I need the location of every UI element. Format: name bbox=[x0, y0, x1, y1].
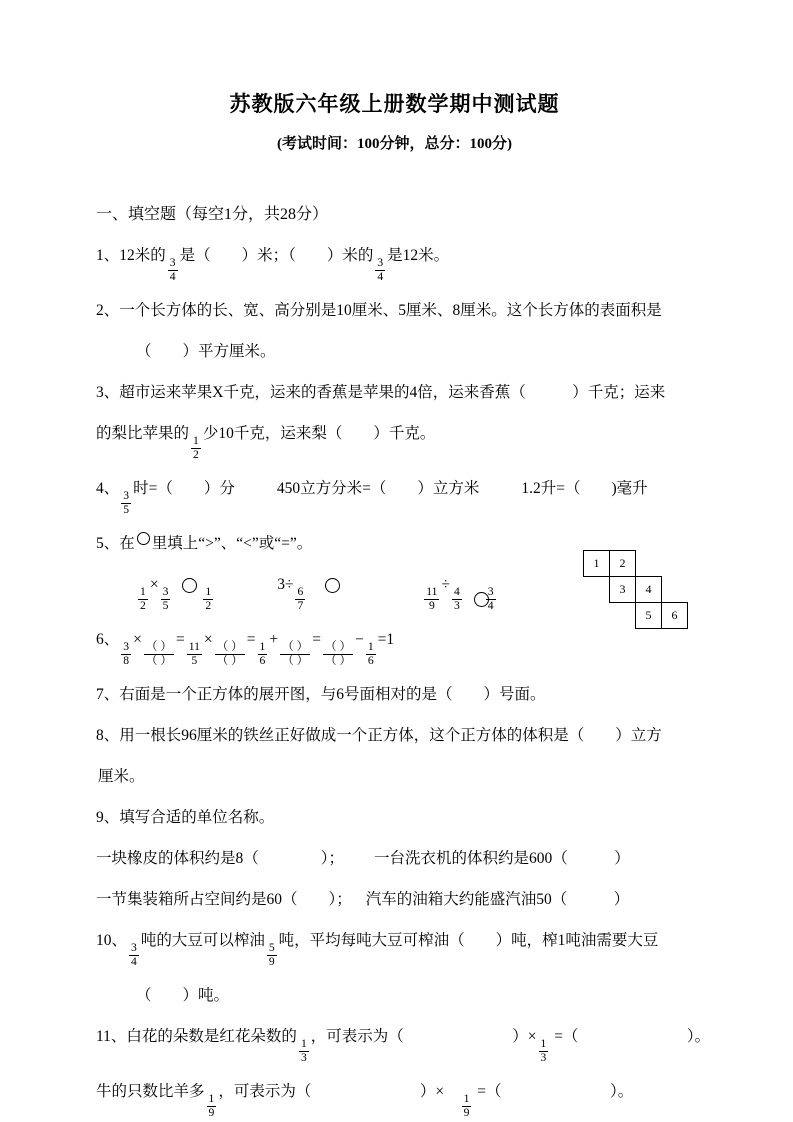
fraction-numerator: 1 bbox=[367, 640, 374, 654]
document-subtitle: (考试时间：100分钟，总分：100分) bbox=[277, 136, 512, 152]
text-run: 里填上“>”、“<”或“=”。 bbox=[151, 534, 313, 552]
text-run: 6、 bbox=[96, 630, 120, 648]
text-run: 4、 bbox=[96, 479, 120, 497]
text-run: = bbox=[175, 630, 185, 648]
text-run: − bbox=[355, 630, 364, 648]
fraction-denominator: 4 bbox=[169, 270, 176, 284]
fraction-numerator: 3 bbox=[487, 585, 494, 599]
fraction bbox=[187, 641, 202, 668]
text-run: 厘米。 bbox=[98, 767, 145, 785]
cube-net-cell: 3 bbox=[609, 576, 636, 603]
text-run: × bbox=[133, 630, 142, 648]
fraction-denominator: 5 bbox=[123, 503, 130, 517]
fraction-denominator: （ ） bbox=[145, 653, 172, 667]
question-10-line bbox=[96, 927, 693, 969]
text-run: × bbox=[203, 630, 213, 648]
fraction-denominator: 4 bbox=[377, 270, 384, 284]
fraction-denominator: 9 bbox=[208, 1105, 215, 1119]
fraction-denominator: 3 bbox=[300, 1050, 307, 1064]
text-run: 一块橡皮的体积约是8（ ）； bbox=[96, 849, 345, 867]
fraction-numerator: （ ） bbox=[324, 640, 352, 654]
fraction-numerator: 1 bbox=[463, 1092, 470, 1106]
fraction bbox=[452, 586, 462, 613]
comparison-circle bbox=[474, 592, 489, 607]
question-9-line bbox=[96, 886, 693, 914]
fraction-numerator: 1 bbox=[205, 585, 212, 599]
fraction-denominator: 6 bbox=[367, 653, 374, 667]
fraction-numerator: 3 bbox=[377, 256, 384, 270]
fraction-numerator: 1 bbox=[300, 1037, 307, 1051]
fraction-numerator: 3 bbox=[131, 941, 137, 955]
text-run: 9、填写合适的单位名称。 bbox=[96, 808, 275, 826]
question-7-line bbox=[96, 681, 693, 709]
fraction-numerator: 1 bbox=[259, 640, 266, 654]
text-run: 一节集装箱所占空间约是60（ ）； bbox=[96, 890, 352, 908]
text-run: 11、白花的朵数是红花朵数的 bbox=[96, 1027, 297, 1045]
text-run: （ ）平方厘米。 bbox=[136, 342, 276, 360]
text-run: 1.2升=（ )毫升 bbox=[521, 479, 648, 497]
fraction-denominator: （ ） bbox=[216, 653, 243, 667]
text-run: 时=（ ）分 bbox=[133, 479, 235, 497]
fraction-denominator: 4 bbox=[487, 599, 494, 613]
fraction bbox=[539, 1038, 549, 1065]
question-8-line bbox=[96, 722, 693, 750]
fraction bbox=[121, 641, 131, 668]
fraction-numerator: 3 bbox=[123, 640, 130, 654]
cube-net-cell: 1 bbox=[583, 550, 610, 577]
fraction-denominator: 9 bbox=[428, 599, 435, 613]
text-run: 2、一个长方体的长、宽、高分别是10厘米、5厘米、8厘米。这个长方体的表面积是 bbox=[96, 301, 662, 319]
text-run: = bbox=[312, 630, 321, 648]
text-run: ÷ bbox=[441, 575, 450, 593]
fraction bbox=[424, 586, 439, 613]
fraction-denominator: 5 bbox=[162, 599, 169, 613]
text-run: 牛的只数比羊多 bbox=[96, 1082, 205, 1100]
text-run: =（ ）。 bbox=[473, 1082, 634, 1100]
fraction bbox=[375, 257, 385, 284]
fraction-denominator: 2 bbox=[140, 599, 146, 613]
text-run: 一台洗衣机的体积约是600（ ） bbox=[374, 849, 630, 867]
text-run: 吨的大豆可以榨油 bbox=[140, 931, 265, 949]
question-11-line bbox=[96, 1023, 711, 1065]
question-2-line bbox=[96, 297, 693, 325]
text-run: =1 bbox=[377, 630, 395, 648]
fraction-numerator: 5 bbox=[268, 941, 275, 955]
text-run: + bbox=[269, 630, 279, 648]
text-run: 吨，平均每吨大豆可榨油（ ）吨，榨1吨油需要大豆 bbox=[278, 931, 659, 949]
fraction bbox=[144, 641, 174, 668]
text-run: 450立方分米=（ ）立方米 bbox=[276, 479, 480, 497]
question-9-line bbox=[96, 804, 693, 832]
question-9-line bbox=[96, 845, 693, 873]
fraction-numerator: 1 bbox=[540, 1037, 547, 1051]
fraction-denominator: 5 bbox=[191, 653, 198, 667]
fraction-denominator: 7 bbox=[297, 599, 304, 613]
fraction-denominator: 8 bbox=[123, 653, 130, 667]
text-run: 10、 bbox=[96, 931, 128, 949]
fraction-numerator: 4 bbox=[453, 585, 460, 599]
text-run: 5、在 bbox=[96, 534, 135, 552]
text-run: （ ）吨。 bbox=[136, 986, 230, 1004]
fraction bbox=[280, 641, 310, 668]
fraction-denominator: 2 bbox=[205, 599, 212, 613]
text-run: ，可表示为（ ）× bbox=[310, 1027, 537, 1045]
fraction bbox=[203, 586, 213, 613]
fraction bbox=[267, 942, 277, 969]
text-run: 是（ ）米；（ ）米的 bbox=[179, 247, 374, 264]
question-3-line bbox=[96, 420, 693, 462]
cube-net-diagram bbox=[583, 550, 693, 634]
fraction-denominator: 3 bbox=[453, 599, 460, 613]
fraction-denominator: （ ） bbox=[282, 653, 309, 667]
text-run: 7、右面是一个正方体的展开图，与6号面相对的是（ ）号面。 bbox=[96, 685, 546, 703]
fraction-denominator: （ ） bbox=[324, 653, 352, 667]
comparison-circle bbox=[137, 532, 150, 545]
fraction bbox=[323, 641, 353, 668]
text-run: 8、用一根长96厘米的铁丝正好做成一个正方体，这个正方体的体积是（ ）立方 bbox=[96, 726, 662, 744]
fraction bbox=[258, 641, 268, 668]
text-run: 3÷ bbox=[277, 575, 294, 593]
question-11-line bbox=[96, 1078, 693, 1120]
fraction bbox=[462, 1093, 472, 1120]
fraction bbox=[168, 257, 178, 284]
fraction-denominator: 3 bbox=[540, 1050, 547, 1064]
fraction-numerator: （ ） bbox=[282, 640, 309, 654]
cube-net-cell: 2 bbox=[609, 550, 636, 577]
text-run: = bbox=[246, 630, 256, 648]
fraction-denominator: 9 bbox=[268, 954, 275, 968]
question-1-line bbox=[96, 242, 693, 284]
question-10-line bbox=[96, 982, 693, 1010]
fraction bbox=[191, 435, 201, 462]
fraction bbox=[161, 586, 171, 613]
text-run: × bbox=[149, 575, 159, 593]
fraction-denominator: 6 bbox=[259, 653, 266, 667]
fraction-numerator: 3 bbox=[123, 489, 130, 503]
fraction-denominator: 4 bbox=[131, 954, 137, 968]
text-run: =（ ）。 bbox=[550, 1027, 711, 1045]
text-run: 是12米。 bbox=[387, 247, 450, 264]
fraction-numerator: 6 bbox=[297, 585, 304, 599]
document-title: 苏教版六年级上册数学期中测试题 bbox=[229, 92, 560, 116]
fraction-numerator: 3 bbox=[162, 585, 169, 599]
fraction-numerator: 3 bbox=[169, 256, 176, 270]
fraction-numerator: （ ） bbox=[145, 640, 172, 654]
fraction-numerator: 1 bbox=[193, 434, 199, 448]
comparison-circle bbox=[182, 578, 197, 593]
cube-net-cell: 6 bbox=[661, 602, 688, 629]
section-heading: 一、填空题（每空1分，共28分） bbox=[96, 206, 329, 223]
fraction bbox=[138, 586, 148, 613]
question-3-line bbox=[96, 379, 693, 407]
question-8-line bbox=[96, 763, 693, 791]
cube-net-cell: 4 bbox=[635, 576, 662, 603]
fraction-numerator: 1 bbox=[140, 585, 146, 599]
fraction bbox=[215, 641, 245, 668]
text-run: 汽车的油箱大约能盛汽油50（ ） bbox=[365, 890, 630, 908]
questions-container bbox=[96, 242, 711, 1120]
comparison-circle bbox=[325, 578, 340, 593]
fraction bbox=[299, 1038, 309, 1065]
text-run: 3、超市运来苹果X千克，运来的香蕉是苹果的4倍，运来香蕉（ ）千克；运来 bbox=[96, 383, 666, 401]
question-4-line bbox=[96, 475, 693, 517]
fraction-denominator: 2 bbox=[193, 448, 199, 462]
text-run: ，可表示为（ ）× bbox=[218, 1082, 460, 1100]
question-2-line bbox=[96, 338, 693, 366]
fraction-numerator: 1 bbox=[208, 1092, 215, 1106]
text-run: 少10千克，运来梨（ ）千克。 bbox=[202, 424, 436, 442]
fraction bbox=[366, 641, 376, 668]
fraction bbox=[295, 586, 305, 613]
fraction bbox=[129, 942, 139, 969]
fraction-numerator: 11 bbox=[188, 640, 200, 654]
fraction-numerator: （ ） bbox=[216, 640, 243, 654]
fraction bbox=[207, 1093, 217, 1120]
text-run: 的梨比苹果的 bbox=[96, 424, 190, 442]
fraction bbox=[121, 490, 131, 517]
fraction-denominator: 9 bbox=[463, 1105, 470, 1119]
cube-net-cell: 5 bbox=[635, 602, 662, 629]
text-run: 1、12米的 bbox=[96, 247, 166, 264]
fraction-numerator: 11 bbox=[426, 585, 438, 599]
